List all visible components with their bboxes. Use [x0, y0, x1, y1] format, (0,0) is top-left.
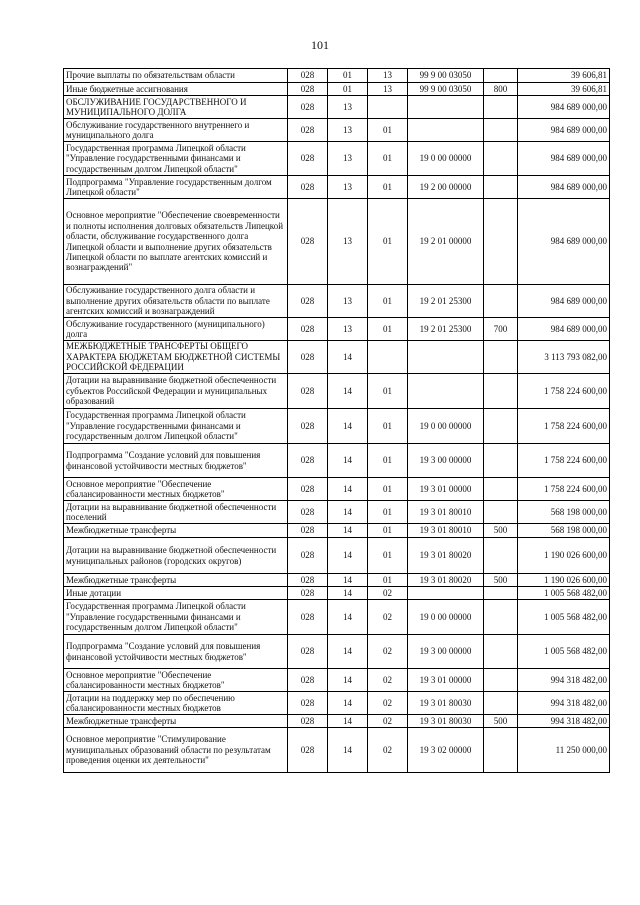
amount-value: 39 606,81	[518, 83, 610, 96]
expense-type-code	[484, 444, 518, 478]
section-code: 01	[328, 69, 368, 83]
budget-item-name: Основное мероприятие "Стимулирование муниципальных образований области по результатам проведения оценки их деятельности"	[64, 728, 288, 773]
target-article-code: 19 2 01 00000	[408, 199, 484, 285]
expense-type-code	[484, 176, 518, 199]
budget-item-name: Обслуживание государственного долга области и выполнение других обязательств области по выплате агентских комиссий и вознаграждений	[64, 285, 288, 318]
ministry-code: 028	[288, 478, 328, 501]
amount-value: 1 758 224 600,00	[518, 374, 610, 409]
table-row	[64, 83, 610, 96]
section-code: 14	[328, 669, 368, 692]
budget-item-name: Межбюджетные трансферты	[64, 524, 288, 538]
section-code: 14	[328, 635, 368, 669]
amount-value: 568 198 000,00	[518, 524, 610, 538]
table-row	[64, 444, 610, 478]
budget-item-name: ОБСЛУЖИВАНИЕ ГОСУДАРСТВЕННОГО И МУНИЦИПАЛЬНОГО ДОЛГА	[64, 96, 288, 119]
section-code: 14	[328, 478, 368, 501]
amount-value: 1 758 224 600,00	[518, 409, 610, 444]
section-code: 14	[328, 600, 368, 635]
table-row	[64, 478, 610, 501]
target-article-code: 19 3 01 80020	[408, 574, 484, 587]
section-code: 14	[328, 341, 368, 374]
amount-value: 1 190 026 600,00	[518, 574, 610, 587]
budget-item-name: Подпрограмма "Создание условий для повышения финансовой устойчивости местных бюджетов"	[64, 635, 288, 669]
budget-item-name: Основное мероприятие "Обеспечение сбалансированности местных бюджетов"	[64, 478, 288, 501]
expense-type-code	[484, 587, 518, 600]
budget-item-name: Государственная программа Липецкой области "Управление государственными финансами и государственным долгом Липецкой области"	[64, 409, 288, 444]
ministry-code: 028	[288, 409, 328, 444]
subsection-code: 01	[368, 538, 408, 574]
section-code: 13	[328, 176, 368, 199]
subsection-code	[368, 96, 408, 119]
table-row	[64, 119, 610, 142]
expense-type-code: 500	[484, 524, 518, 538]
budget-table	[63, 68, 610, 773]
table-row	[64, 409, 610, 444]
section-code: 14	[328, 692, 368, 715]
ministry-code: 028	[288, 501, 328, 524]
table-row	[64, 199, 610, 285]
amount-value: 984 689 000,00	[518, 199, 610, 285]
table-row	[64, 96, 610, 119]
expense-type-code	[484, 669, 518, 692]
section-code: 13	[328, 318, 368, 341]
budget-item-name: Иные бюджетные ассигнования	[64, 83, 288, 96]
target-article-code	[408, 374, 484, 409]
target-article-code: 19 0 00 00000	[408, 600, 484, 635]
target-article-code: 99 9 00 03050	[408, 69, 484, 83]
amount-value: 984 689 000,00	[518, 119, 610, 142]
expense-type-code	[484, 199, 518, 285]
subsection-code: 01	[368, 501, 408, 524]
section-code: 14	[328, 374, 368, 409]
subsection-code: 02	[368, 728, 408, 773]
budget-item-name: Подпрограмма "Управление государственным долгом Липецкой области"	[64, 176, 288, 199]
section-code: 13	[328, 96, 368, 119]
expense-type-code	[484, 692, 518, 715]
expense-type-code: 700	[484, 318, 518, 341]
budget-item-name: Подпрограмма "Создание условий для повышения финансовой устойчивости местных бюджетов"	[64, 444, 288, 478]
amount-value: 1 758 224 600,00	[518, 444, 610, 478]
ministry-code: 028	[288, 285, 328, 318]
table-row	[64, 692, 610, 715]
target-article-code: 19 3 01 80030	[408, 692, 484, 715]
ministry-code: 028	[288, 318, 328, 341]
ministry-code: 028	[288, 96, 328, 119]
expense-type-code	[484, 409, 518, 444]
target-article-code: 19 0 00 00000	[408, 142, 484, 176]
budget-item-name: Обслуживание государственного внутреннего и муниципального долга	[64, 119, 288, 142]
table-row	[64, 176, 610, 199]
target-article-code: 19 2 01 25300	[408, 285, 484, 318]
section-code: 14	[328, 501, 368, 524]
section-code: 14	[328, 538, 368, 574]
subsection-code: 01	[368, 409, 408, 444]
budget-item-name: Государственная программа Липецкой области "Управление государственными финансами и государственным долгом Липецкой области"	[64, 142, 288, 176]
budget-item-name: Дотации на выравнивание бюджетной обеспеченности субъектов Российской Федерации и муниципальных образований	[64, 374, 288, 409]
ministry-code: 028	[288, 142, 328, 176]
expense-type-code	[484, 119, 518, 142]
target-article-code: 19 3 00 00000	[408, 444, 484, 478]
ministry-code: 028	[288, 176, 328, 199]
amount-value: 984 689 000,00	[518, 285, 610, 318]
ministry-code: 028	[288, 83, 328, 96]
expense-type-code: 500	[484, 715, 518, 728]
amount-value: 1 005 568 482,00	[518, 600, 610, 635]
ministry-code: 028	[288, 69, 328, 83]
ministry-code: 028	[288, 119, 328, 142]
ministry-code: 028	[288, 374, 328, 409]
amount-value: 1 190 026 600,00	[518, 538, 610, 574]
table-row	[64, 524, 610, 538]
subsection-code: 02	[368, 635, 408, 669]
expense-type-code	[484, 501, 518, 524]
subsection-code: 01	[368, 285, 408, 318]
amount-value: 984 689 000,00	[518, 96, 610, 119]
section-code: 14	[328, 715, 368, 728]
table-row	[64, 501, 610, 524]
target-article-code: 19 2 00 00000	[408, 176, 484, 199]
amount-value: 1 005 568 482,00	[518, 587, 610, 600]
budget-item-name: Дотации на поддержку мер по обеспечению сбалансированности местных бюджетов	[64, 692, 288, 715]
target-article-code: 19 3 01 80030	[408, 715, 484, 728]
subsection-code: 01	[368, 318, 408, 341]
section-code: 14	[328, 524, 368, 538]
ministry-code: 028	[288, 728, 328, 773]
subsection-code: 01	[368, 176, 408, 199]
expense-type-code	[484, 341, 518, 374]
subsection-code: 01	[368, 574, 408, 587]
target-article-code: 19 3 01 00000	[408, 669, 484, 692]
section-code: 14	[328, 409, 368, 444]
ministry-code: 028	[288, 538, 328, 574]
ministry-code: 028	[288, 587, 328, 600]
subsection-code: 01	[368, 478, 408, 501]
ministry-code: 028	[288, 524, 328, 538]
expense-type-code	[484, 285, 518, 318]
amount-value: 994 318 482,00	[518, 669, 610, 692]
table-row	[64, 142, 610, 176]
budget-item-name: Обслуживание государственного (муниципального) долга	[64, 318, 288, 341]
section-code: 13	[328, 119, 368, 142]
ministry-code: 028	[288, 600, 328, 635]
table-row	[64, 538, 610, 574]
table-row	[64, 574, 610, 587]
amount-value: 3 113 793 082,00	[518, 341, 610, 374]
table-row	[64, 341, 610, 374]
ministry-code: 028	[288, 574, 328, 587]
subsection-code: 01	[368, 444, 408, 478]
budget-item-name: Межбюджетные трансферты	[64, 574, 288, 587]
amount-value: 984 689 000,00	[518, 142, 610, 176]
subsection-code: 02	[368, 692, 408, 715]
subsection-code: 01	[368, 524, 408, 538]
ministry-code: 028	[288, 669, 328, 692]
amount-value: 994 318 482,00	[518, 715, 610, 728]
expense-type-code	[484, 728, 518, 773]
table-row	[64, 318, 610, 341]
section-code: 14	[328, 728, 368, 773]
subsection-code: 02	[368, 715, 408, 728]
subsection-code: 01	[368, 374, 408, 409]
subsection-code: 02	[368, 600, 408, 635]
target-article-code: 19 0 00 00000	[408, 409, 484, 444]
subsection-code: 02	[368, 587, 408, 600]
budget-item-name: Дотации на выравнивание бюджетной обеспеченности поселений	[64, 501, 288, 524]
ministry-code: 028	[288, 444, 328, 478]
table-row	[64, 715, 610, 728]
amount-value: 39 606,81	[518, 69, 610, 83]
amount-value: 984 689 000,00	[518, 318, 610, 341]
amount-value: 11 250 000,00	[518, 728, 610, 773]
target-article-code: 19 3 01 80010	[408, 524, 484, 538]
budget-item-name: Прочие выплаты по обязательствам области	[64, 69, 288, 83]
subsection-code: 13	[368, 83, 408, 96]
target-article-code	[408, 119, 484, 142]
expense-type-code	[484, 600, 518, 635]
target-article-code: 19 3 00 00000	[408, 635, 484, 669]
target-article-code: 19 3 02 00000	[408, 728, 484, 773]
section-code: 14	[328, 574, 368, 587]
subsection-code	[368, 341, 408, 374]
subsection-code: 02	[368, 669, 408, 692]
expense-type-code	[484, 142, 518, 176]
ministry-code: 028	[288, 635, 328, 669]
target-article-code	[408, 587, 484, 600]
section-code: 13	[328, 285, 368, 318]
table-row	[64, 669, 610, 692]
budget-item-name: Дотации на выравнивание бюджетной обеспеченности муниципальных районов (городских округов)	[64, 538, 288, 574]
amount-value: 994 318 482,00	[518, 692, 610, 715]
ministry-code: 028	[288, 199, 328, 285]
section-code: 01	[328, 83, 368, 96]
amount-value: 984 689 000,00	[518, 176, 610, 199]
expense-type-code: 800	[484, 83, 518, 96]
table-row	[64, 69, 610, 83]
budget-item-name: Иные дотации	[64, 587, 288, 600]
table-row	[64, 600, 610, 635]
target-article-code: 99 9 00 03050	[408, 83, 484, 96]
target-article-code: 19 3 01 80010	[408, 501, 484, 524]
target-article-code	[408, 341, 484, 374]
section-code: 14	[328, 444, 368, 478]
table-row	[64, 374, 610, 409]
amount-value: 1 758 224 600,00	[518, 478, 610, 501]
subsection-code: 01	[368, 199, 408, 285]
table-row	[64, 728, 610, 773]
section-code: 14	[328, 587, 368, 600]
expense-type-code	[484, 96, 518, 119]
subsection-code: 01	[368, 142, 408, 176]
expense-type-code	[484, 538, 518, 574]
target-article-code	[408, 96, 484, 119]
amount-value: 568 198 000,00	[518, 501, 610, 524]
subsection-code: 01	[368, 119, 408, 142]
expense-type-code: 500	[484, 574, 518, 587]
table-row	[64, 587, 610, 600]
amount-value: 1 005 568 482,00	[518, 635, 610, 669]
ministry-code: 028	[288, 341, 328, 374]
target-article-code: 19 2 01 25300	[408, 318, 484, 341]
table-row	[64, 285, 610, 318]
budget-item-name: МЕЖБЮДЖЕТНЫЕ ТРАНСФЕРТЫ ОБЩЕГО ХАРАКТЕРА БЮДЖЕТАМ БЮДЖЕТНОЙ СИСТЕМЫ РОССИЙСКОЙ ФЕДЕРАЦИИ	[64, 341, 288, 374]
section-code: 13	[328, 199, 368, 285]
budget-item-name: Межбюджетные трансферты	[64, 715, 288, 728]
section-code: 13	[328, 142, 368, 176]
expense-type-code	[484, 478, 518, 501]
budget-item-name: Основное мероприятие "Обеспечение сбалансированности местных бюджетов"	[64, 669, 288, 692]
expense-type-code	[484, 69, 518, 83]
expense-type-code	[484, 635, 518, 669]
budget-item-name: Государственная программа Липецкой области "Управление государственными финансами и государственным долгом Липецкой области"	[64, 600, 288, 635]
table-row	[64, 635, 610, 669]
target-article-code: 19 3 01 80020	[408, 538, 484, 574]
ministry-code: 028	[288, 692, 328, 715]
ministry-code: 028	[288, 715, 328, 728]
budget-item-name: Основное мероприятие "Обеспечение своевременности и полноты исполнения долговых обязательств Липецкой области, обслуживание государственного долга Липецкой области и выполнение других обязательств Липецкой области по выплате агентских комиссий и вознаграждений"	[64, 199, 288, 285]
target-article-code: 19 3 01 00000	[408, 478, 484, 501]
subsection-code: 13	[368, 69, 408, 83]
page-number: 101	[311, 38, 329, 52]
expense-type-code	[484, 374, 518, 409]
